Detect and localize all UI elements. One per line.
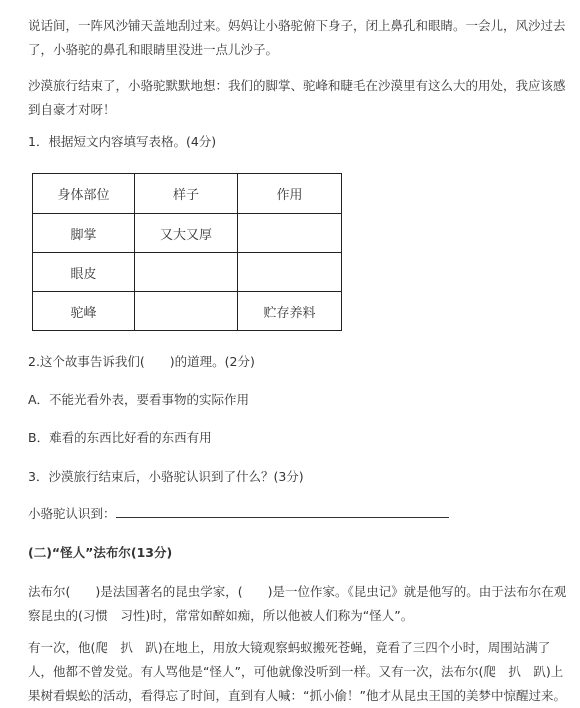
table-header-cell: 样子 [135,174,238,214]
table-row [33,253,342,292]
table-cell: 又大又厚 [135,214,238,253]
question-1: 1．根据短文内容填写表格。(4分) [28,134,217,149]
option-b: B．难看的东西比好看的东西有用 [28,430,212,445]
table-cell [135,253,238,292]
table-row [33,292,342,331]
table-header-cell: 身体部位 [33,174,135,214]
table-header-cell: 作用 [238,174,342,214]
table-cell [238,214,342,253]
question-2: 2.这个故事告诉我们( )的道理。(2分) [28,354,255,369]
option-a: A．不能光看外表，要看事物的实际作用 [28,392,250,407]
answer-line [28,502,568,526]
answer-label: 小骆驼认识到： [28,506,116,521]
table-cell [238,253,342,292]
question-3: 3．沙漠旅行结束后，小骆驼认识到了什么？(3分) [28,469,304,484]
table-cell: 眼皮 [33,253,135,292]
table-cell: 贮存养料 [238,292,342,331]
table-row [33,214,342,253]
answer-blank[interactable] [116,503,449,518]
table-cell: 脚掌 [33,214,135,253]
table-header-row [33,174,342,214]
passage-paragraph: 说话间，一阵风沙铺天盖地刮过来。妈妈让小骆驼俯下身子，闭上鼻孔和眼睛。一会儿，风沙过去了，小骆驼的鼻孔和眼睛里没进一点儿沙子。 [28,18,566,57]
passage-paragraph: 法布尔( )是法国著名的昆虫学家，( )是一位作家。《昆虫记》就是他写的。由于法布尔在观察昆虫的(习惯 习性)时，常常如醉如痴，所以他被人们称为“怪人”。 [28,584,567,623]
passage-paragraph: 有一次，他(爬 扒 趴)在地上，用放大镜观察蚂蚁搬死苍蝇，竟看了三四个小时，周围站满了人，他都不曾发觉。有人骂他是“怪人”，可他就像没听到一样。又有一次，法布尔(爬 扒 趴)上果树看蜈蚣的活动，看得忘了时间，直到有人喊：“抓小偷！”他才从昆虫王国的美梦中惊醒过来。 [28,640,566,703]
fill-in-table [32,173,342,331]
table-cell: 驼峰 [33,292,135,331]
passage-paragraph: 沙漠旅行结束了，小骆驼默默地想：我们的脚掌、驼峰和睫毛在沙漠里有这么大的用处，我应该感到自豪才对呀！ [28,78,566,117]
section-title: (二)“怪人”法布尔(13分) [28,545,173,560]
table-cell [135,292,238,331]
